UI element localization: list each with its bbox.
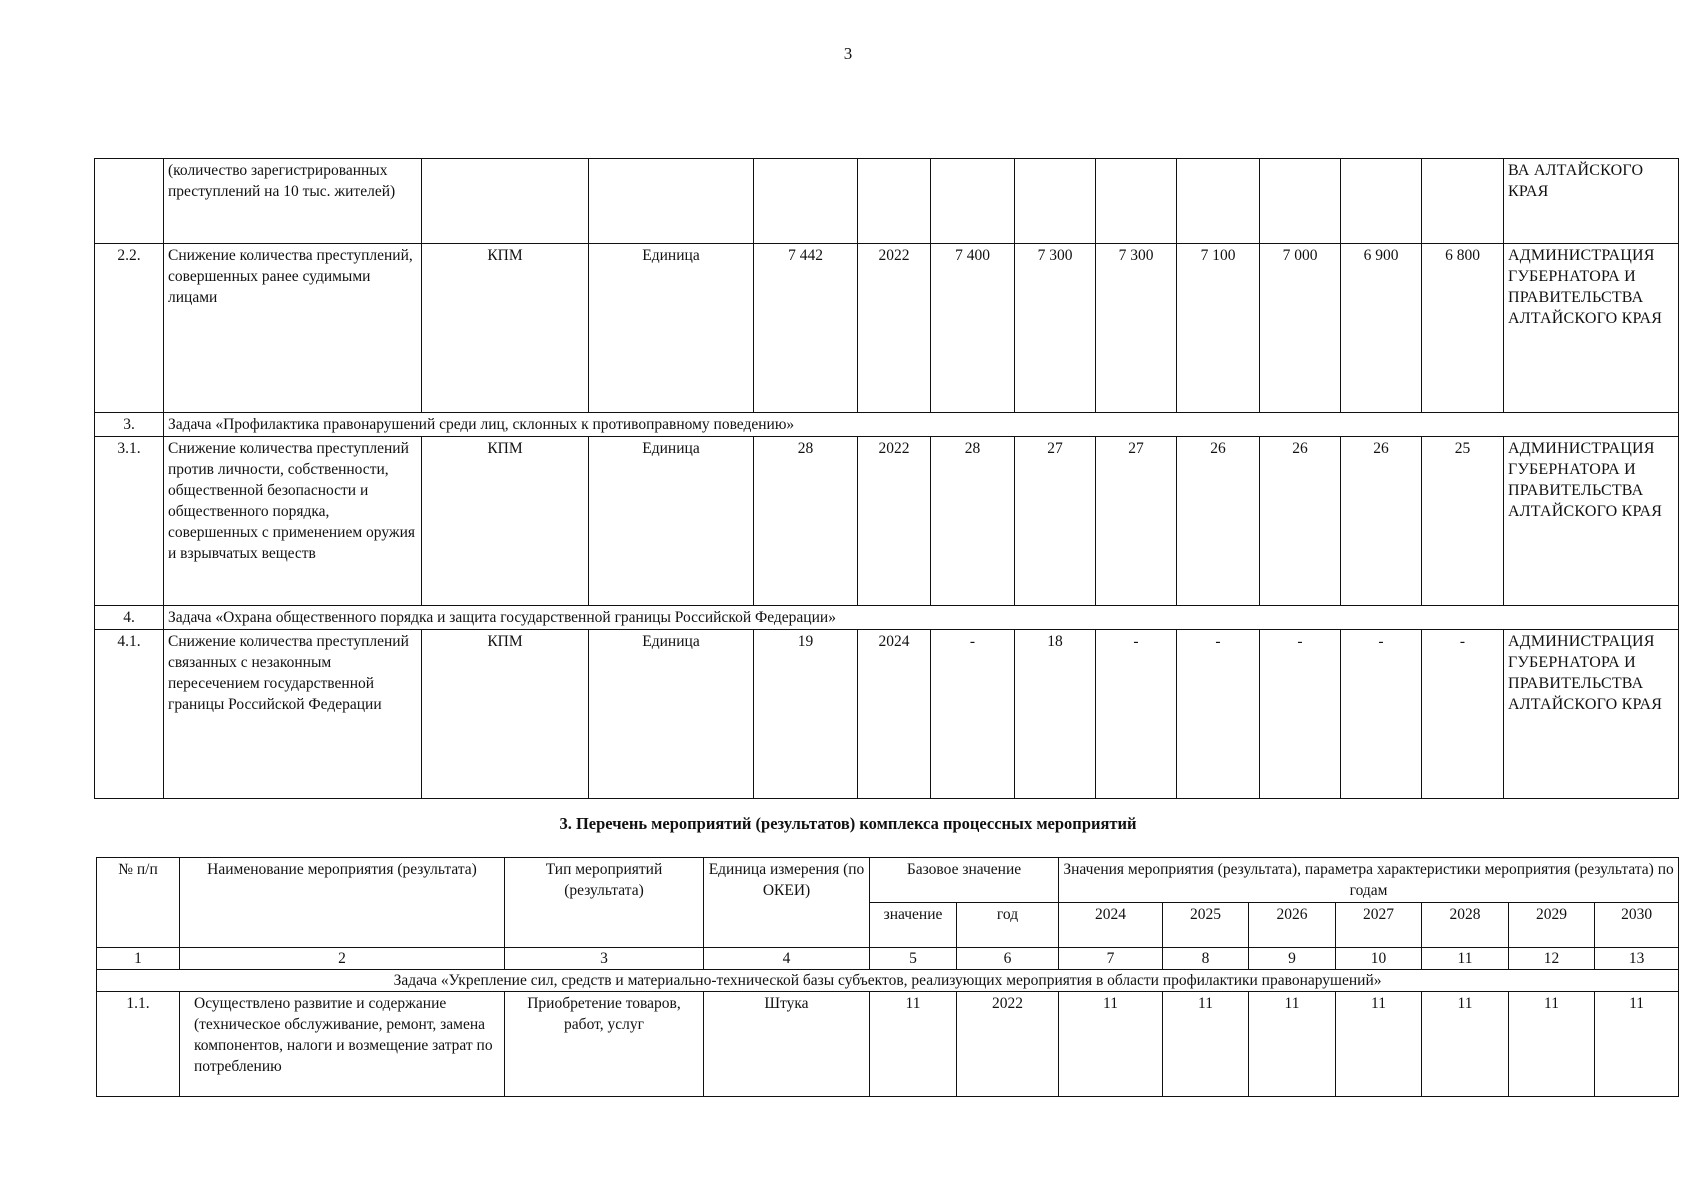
header-base-year: год [957, 903, 1059, 948]
header-num: № п/п [97, 858, 180, 948]
row-num: 1.1. [97, 992, 180, 1097]
row-num: 2.2. [95, 244, 164, 413]
row-value: 6 800 [1422, 244, 1504, 413]
row-value: 11 [1422, 992, 1509, 1097]
row-num [95, 159, 164, 244]
row-value: 7 300 [1096, 244, 1177, 413]
section-3-title: 3. Перечень мероприятий (результатов) комплекса процессных мероприятий [559, 814, 1137, 833]
row-value: 19 [754, 630, 858, 799]
column-number: 8 [1163, 948, 1249, 970]
row-value: 11 [1163, 992, 1249, 1097]
row-value [1260, 159, 1341, 244]
row-value [754, 159, 858, 244]
column-number: 5 [870, 948, 957, 970]
row-value: - [1422, 630, 1504, 799]
row-value: 27 [1015, 437, 1096, 606]
row-value: 2022 [858, 244, 931, 413]
row-value [1177, 159, 1260, 244]
row-value [1422, 159, 1504, 244]
row-value: 2024 [858, 630, 931, 799]
row-responsible: АДМИНИСТРАЦИЯ ГУБЕРНАТОРА И ПРАВИТЕЛЬСТВА АЛТАЙСКОГО КРАЯ [1504, 437, 1679, 606]
header-type: Тип мероприятий (результата) [505, 858, 704, 948]
column-number: 1 [97, 948, 180, 970]
column-number: 2 [180, 948, 505, 970]
task-row [95, 413, 1679, 437]
column-number: 4 [704, 948, 870, 970]
row-name: (количество зарегистрированных преступлений на 10 тыс. жителей) [164, 159, 422, 244]
row-value: 7 442 [754, 244, 858, 413]
row-value: 18 [1015, 630, 1096, 799]
header-name: Наименование мероприятия (результата) [180, 858, 505, 948]
column-numbers-row [97, 948, 1679, 970]
row-value: 25 [1422, 437, 1504, 606]
row-name: Снижение количества преступлений связанных с незаконным пересечением государственной границы Российской Федерации [164, 630, 422, 799]
row-value [858, 159, 931, 244]
task-row [97, 970, 1679, 992]
header-year: 2029 [1509, 903, 1595, 948]
header-unit: Единица измерения (по ОКЕИ) [704, 858, 870, 948]
row-type: КПМ [422, 437, 589, 606]
row-value: 27 [1096, 437, 1177, 606]
column-number: 10 [1336, 948, 1422, 970]
row-type: КПМ [422, 244, 589, 413]
row-value: 7 000 [1260, 244, 1341, 413]
row-unit: Единица [589, 630, 754, 799]
header-values: Значения мероприятия (результата), параметра характеристики мероприятия (результата) по годам [1059, 858, 1679, 903]
column-number: 3 [505, 948, 704, 970]
column-number: 13 [1595, 948, 1679, 970]
column-number: 9 [1249, 948, 1336, 970]
row-name: Снижение количества преступлений против личности, собственности, общественной безопасности и общественного порядка, совершенных с применением оружия и взрывчатых веществ [164, 437, 422, 606]
row-value: 7 100 [1177, 244, 1260, 413]
row-unit: Штука [704, 992, 870, 1097]
row-value: 11 [1336, 992, 1422, 1097]
header-row-1 [97, 858, 1679, 903]
task-text: Задача «Профилактика правонарушений среди лиц, склонных к противоправному поведению» [164, 413, 1679, 437]
row-value: 28 [754, 437, 858, 606]
measures-table [96, 857, 1679, 1097]
column-number: 7 [1059, 948, 1163, 970]
row-name: Осуществлено развитие и содержание (техническое обслуживание, ремонт, замена компонентов, налоги и возмещение затрат по потреблению [180, 992, 505, 1097]
header-year: 2024 [1059, 903, 1163, 948]
row-unit: Единица [589, 244, 754, 413]
header-year: 2028 [1422, 903, 1509, 948]
row-base-year: 2022 [957, 992, 1059, 1097]
column-number: 6 [957, 948, 1059, 970]
row-value: 7 400 [931, 244, 1015, 413]
column-number: 11 [1422, 948, 1509, 970]
row-value: - [1341, 630, 1422, 799]
table-row [95, 437, 1679, 606]
row-type: Приобретение товаров, работ, услуг [505, 992, 704, 1097]
row-value [1341, 159, 1422, 244]
row-value: 28 [931, 437, 1015, 606]
table-row [95, 244, 1679, 413]
row-base-value: 11 [870, 992, 957, 1097]
row-value: 11 [1249, 992, 1336, 1097]
row-num: 4.1. [95, 630, 164, 799]
table-row [95, 630, 1679, 799]
task-text: Задача «Охрана общественного порядка и защита государственной границы Российской Федерации» [164, 606, 1679, 630]
header-base-value: значение [870, 903, 957, 948]
row-unit [589, 159, 754, 244]
task-num: 3. [95, 413, 164, 437]
row-value: - [1177, 630, 1260, 799]
row-unit: Единица [589, 437, 754, 606]
row-value: 7 300 [1015, 244, 1096, 413]
row-value: 2022 [858, 437, 931, 606]
row-responsible: ВА АЛТАЙСКОГО КРАЯ [1504, 159, 1679, 244]
row-value: 26 [1177, 437, 1260, 606]
table-row [95, 159, 1679, 244]
task-row [95, 606, 1679, 630]
row-type: КПМ [422, 630, 589, 799]
header-year: 2030 [1595, 903, 1679, 948]
header-year: 2026 [1249, 903, 1336, 948]
row-value: 11 [1595, 992, 1679, 1097]
row-value: 26 [1341, 437, 1422, 606]
row-value [1096, 159, 1177, 244]
header-year: 2025 [1163, 903, 1249, 948]
row-value: 26 [1260, 437, 1341, 606]
row-value: 6 900 [1341, 244, 1422, 413]
header-year: 2027 [1336, 903, 1422, 948]
row-responsible: АДМИНИСТРАЦИЯ ГУБЕРНАТОРА И ПРАВИТЕЛЬСТВА АЛТАЙСКОГО КРАЯ [1504, 630, 1679, 799]
row-value [931, 159, 1015, 244]
row-value: - [931, 630, 1015, 799]
indicators-table [94, 158, 1679, 799]
row-value: - [1260, 630, 1341, 799]
task-num: 4. [95, 606, 164, 630]
page-number: 3 [843, 44, 853, 63]
row-value: 11 [1059, 992, 1163, 1097]
row-value [1015, 159, 1096, 244]
task-text: Задача «Укрепление сил, средств и материально-технической базы субъектов, реализующих мероприятия в области профилактики правонарушений» [97, 970, 1679, 992]
row-num: 3.1. [95, 437, 164, 606]
row-value: 11 [1509, 992, 1595, 1097]
column-number: 12 [1509, 948, 1595, 970]
table-row [97, 992, 1679, 1097]
row-responsible: АДМИНИСТРАЦИЯ ГУБЕРНАТОРА И ПРАВИТЕЛЬСТВА АЛТАЙСКОГО КРАЯ [1504, 244, 1679, 413]
header-base: Базовое значение [870, 858, 1059, 903]
row-value: - [1096, 630, 1177, 799]
row-type [422, 159, 589, 244]
row-name: Снижение количества преступлений, совершенных ранее судимыми лицами [164, 244, 422, 413]
